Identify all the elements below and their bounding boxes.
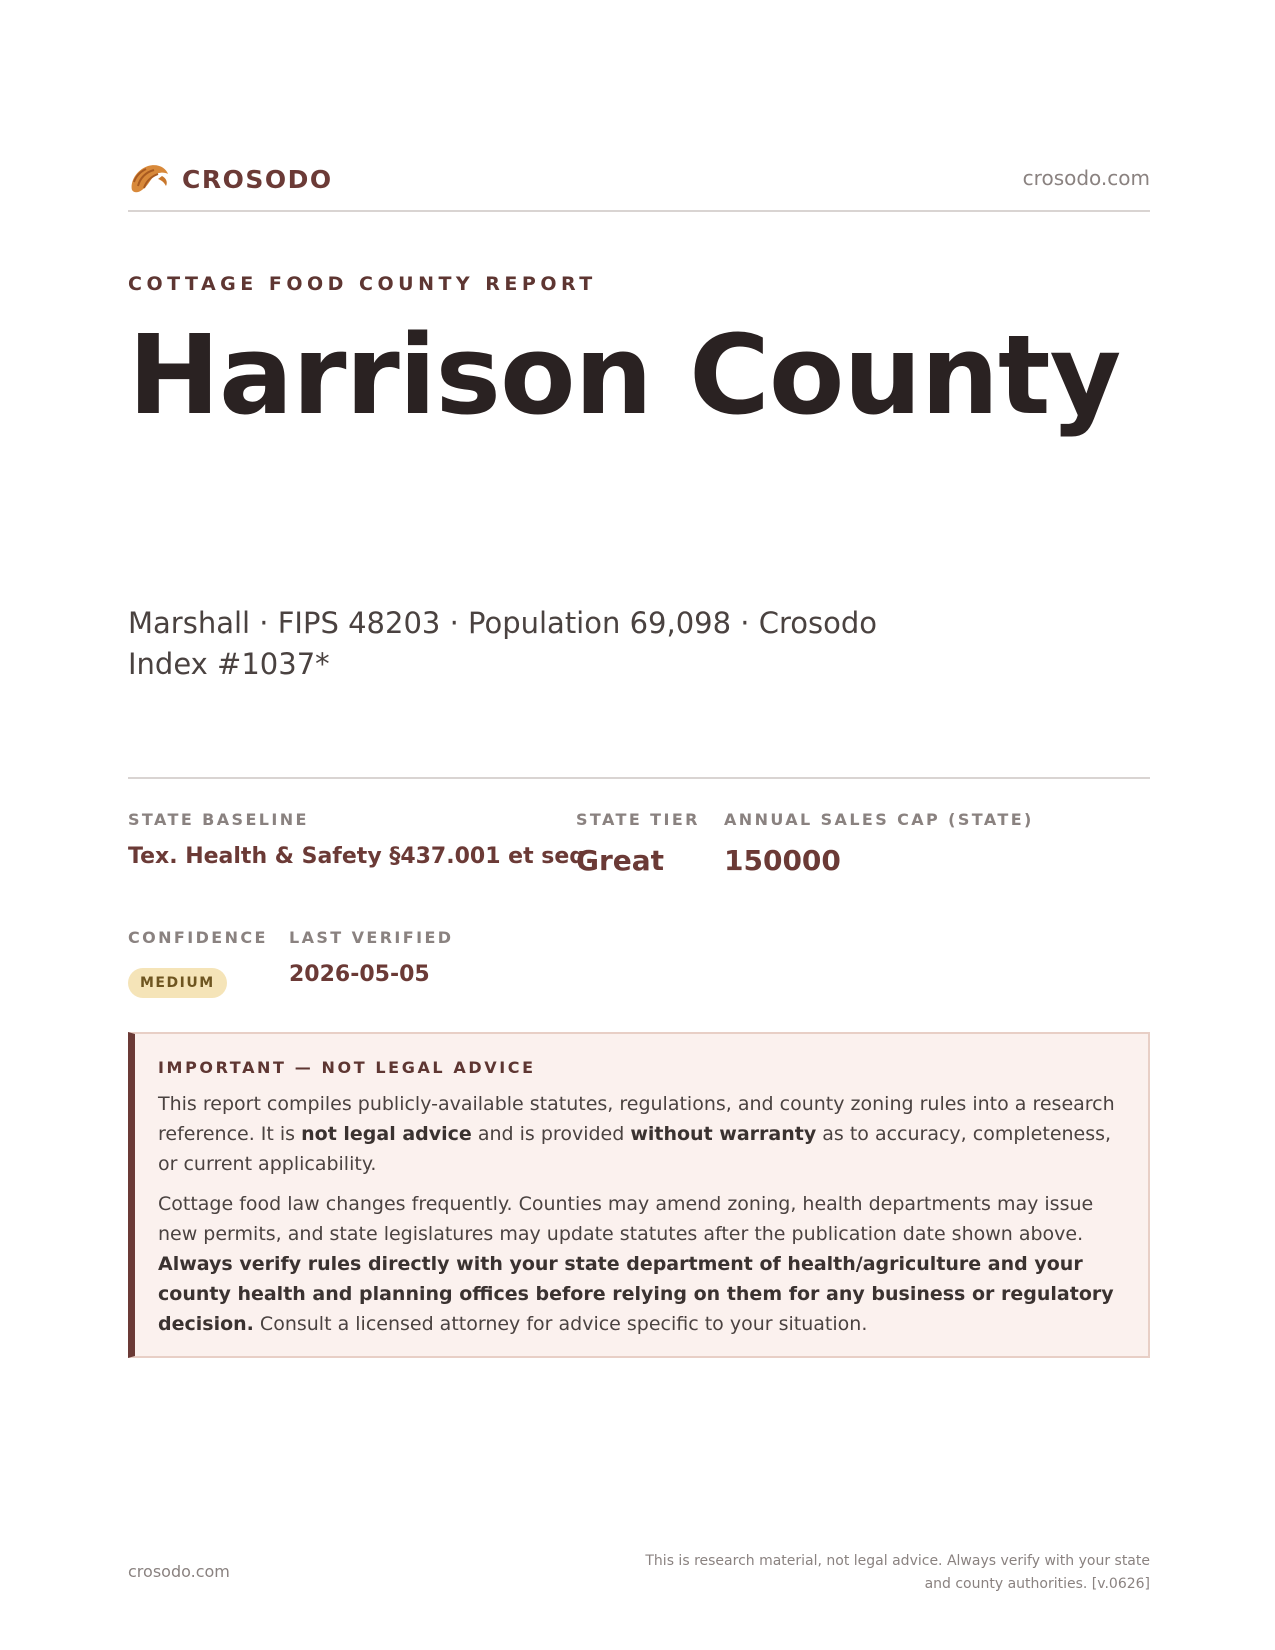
state-tier-label: STATE TIER — [576, 810, 700, 829]
sales-cap-label: ANNUAL SALES CAP (STATE) — [724, 810, 1034, 829]
footer-url-link[interactable]: crosodo.com — [128, 1562, 230, 1581]
croissant-icon — [128, 160, 170, 198]
last-verified-label: LAST VERIFIED — [289, 928, 454, 947]
county-subtitle: Marshall · FIPS 48203 · Population 69,098 · Crosodo Index #1037* — [128, 606, 877, 681]
notice-paragraph-2: Cottage food law changes frequently. Counties may amend zoning, health departments may issue new permits, and state legislatures may update statutes after the publication date shown above. Always verify rules directly with your state department of health/agriculture and your county health and planning offices before relying on them for any business or regulatory decision. Consult a licensed attorney for advice specific to your situation. — [158, 1193, 1114, 1335]
sales-cap-value: 150000 — [724, 844, 841, 877]
state-tier-value: Great — [576, 844, 665, 877]
brand[interactable] — [128, 160, 333, 198]
confidence-label: CONFIDENCE — [128, 928, 268, 947]
section-divider — [128, 777, 1150, 779]
report-eyebrow: COTTAGE FOOD COUNTY REPORT — [128, 273, 597, 295]
report-page — [128, 0, 1150, 1650]
confidence-badge: MEDIUM — [128, 968, 227, 998]
header-url-link[interactable]: crosodo.com — [1022, 166, 1150, 190]
footer-disclaimer: This is research material, not legal advice. Always verify with your state and county authorities. [v.0626] — [645, 1553, 1150, 1592]
legal-notice — [128, 1032, 1150, 1358]
brand-name: CROSODO — [182, 164, 333, 194]
notice-title: IMPORTANT — NOT LEGAL ADVICE — [158, 1058, 536, 1077]
notice-paragraph-1: This report compiles publicly-available statutes, regulations, and county zoning rules into a research reference. It is not legal advice and is provided without warranty as to accuracy, completeness, or current applicability. — [158, 1093, 1115, 1175]
state-baseline-label: STATE BASELINE — [128, 810, 309, 829]
state-baseline-value: Tex. Health & Safety §437.001 et seq. — [128, 844, 594, 869]
last-verified-value: 2026-05-05 — [289, 962, 430, 987]
county-title: Harrison County — [128, 311, 1121, 439]
report-header — [128, 160, 1150, 212]
